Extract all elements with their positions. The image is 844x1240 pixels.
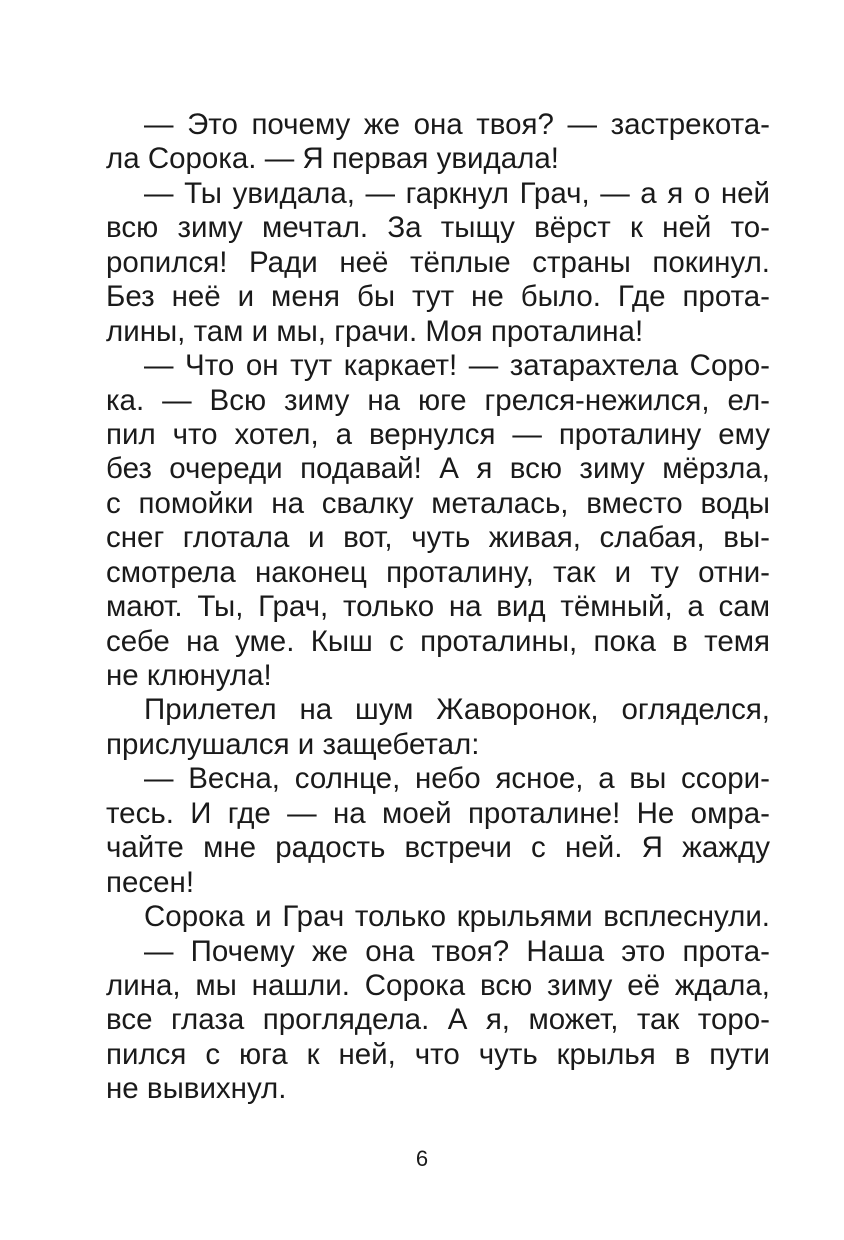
text-line: тесь. И где — на моей проталине! Не омра- bbox=[106, 796, 770, 830]
text-line: ка. — Всю зиму на юге грелся-нежился, ел- bbox=[106, 383, 770, 417]
text-line: Без неё и меня бы тут не было. Где прота- bbox=[106, 280, 770, 314]
text-line: — Ты увидала, — гаркнул Грач, — а я о ней bbox=[144, 176, 770, 210]
text-line: с помойки на свалку металась, вместо воды bbox=[106, 486, 770, 520]
text-line: себе на уме. Кыш с проталины, пока в темя bbox=[106, 624, 770, 658]
text-line: снег глотала и вот, чуть живая, слабая, вы- bbox=[106, 521, 770, 555]
text-line: мают. Ты, Грач, только на вид тёмный, а сам bbox=[106, 590, 770, 624]
text-line: — Что он тут каркает! — затарахтела Соро- bbox=[144, 349, 770, 383]
text-line: лины, там и мы, грачи. Моя проталина! bbox=[106, 314, 644, 348]
text-line: пился с юга к ней, что чуть крылья в пути bbox=[106, 1037, 770, 1071]
text-line: — Весна, солнце, небо ясное, а вы ссори- bbox=[144, 762, 770, 796]
text-line: прислушался и защебетал: bbox=[106, 727, 480, 761]
text-line: ропился! Ради неё тёплые страны покинул. bbox=[106, 245, 770, 279]
text-line: Сорока и Грач только крыльями всплеснули. bbox=[144, 900, 770, 934]
text-line: не клюнула! bbox=[106, 659, 272, 692]
text-line: лина, мы нашли. Сорока всю зиму её ждала, bbox=[106, 968, 770, 1002]
text-line: — Почему же она твоя? Наша это прота- bbox=[144, 934, 770, 968]
text-line: ла Сорока. — Я первая увидала! bbox=[106, 142, 559, 176]
text-line: чайте мне радость встречи с ней. Я жажду bbox=[106, 831, 770, 865]
text-line: всю зиму мечтал. За тыщу вёрст к ней то- bbox=[106, 211, 770, 245]
page-number: 6 bbox=[415, 1146, 429, 1171]
text-line: — Это почему же она твоя? — застрекота- bbox=[144, 108, 770, 141]
text-line: смотрела наконец проталину, так и ту отни- bbox=[106, 555, 770, 589]
book-page-text bbox=[106, 108, 770, 1107]
text-line: песен! bbox=[106, 865, 195, 899]
text-line: не вывихнул. bbox=[106, 1072, 287, 1106]
text-line: Прилетел на шум Жаворонок, огляделся, bbox=[144, 693, 770, 727]
text-line: пил что хотел, а вернулся — проталину ему bbox=[106, 417, 770, 451]
text-line: все глаза проглядела. А я, может, так торо- bbox=[106, 1003, 770, 1037]
text-line: без очереди подавай! А я всю зиму мёрзла, bbox=[106, 452, 770, 486]
